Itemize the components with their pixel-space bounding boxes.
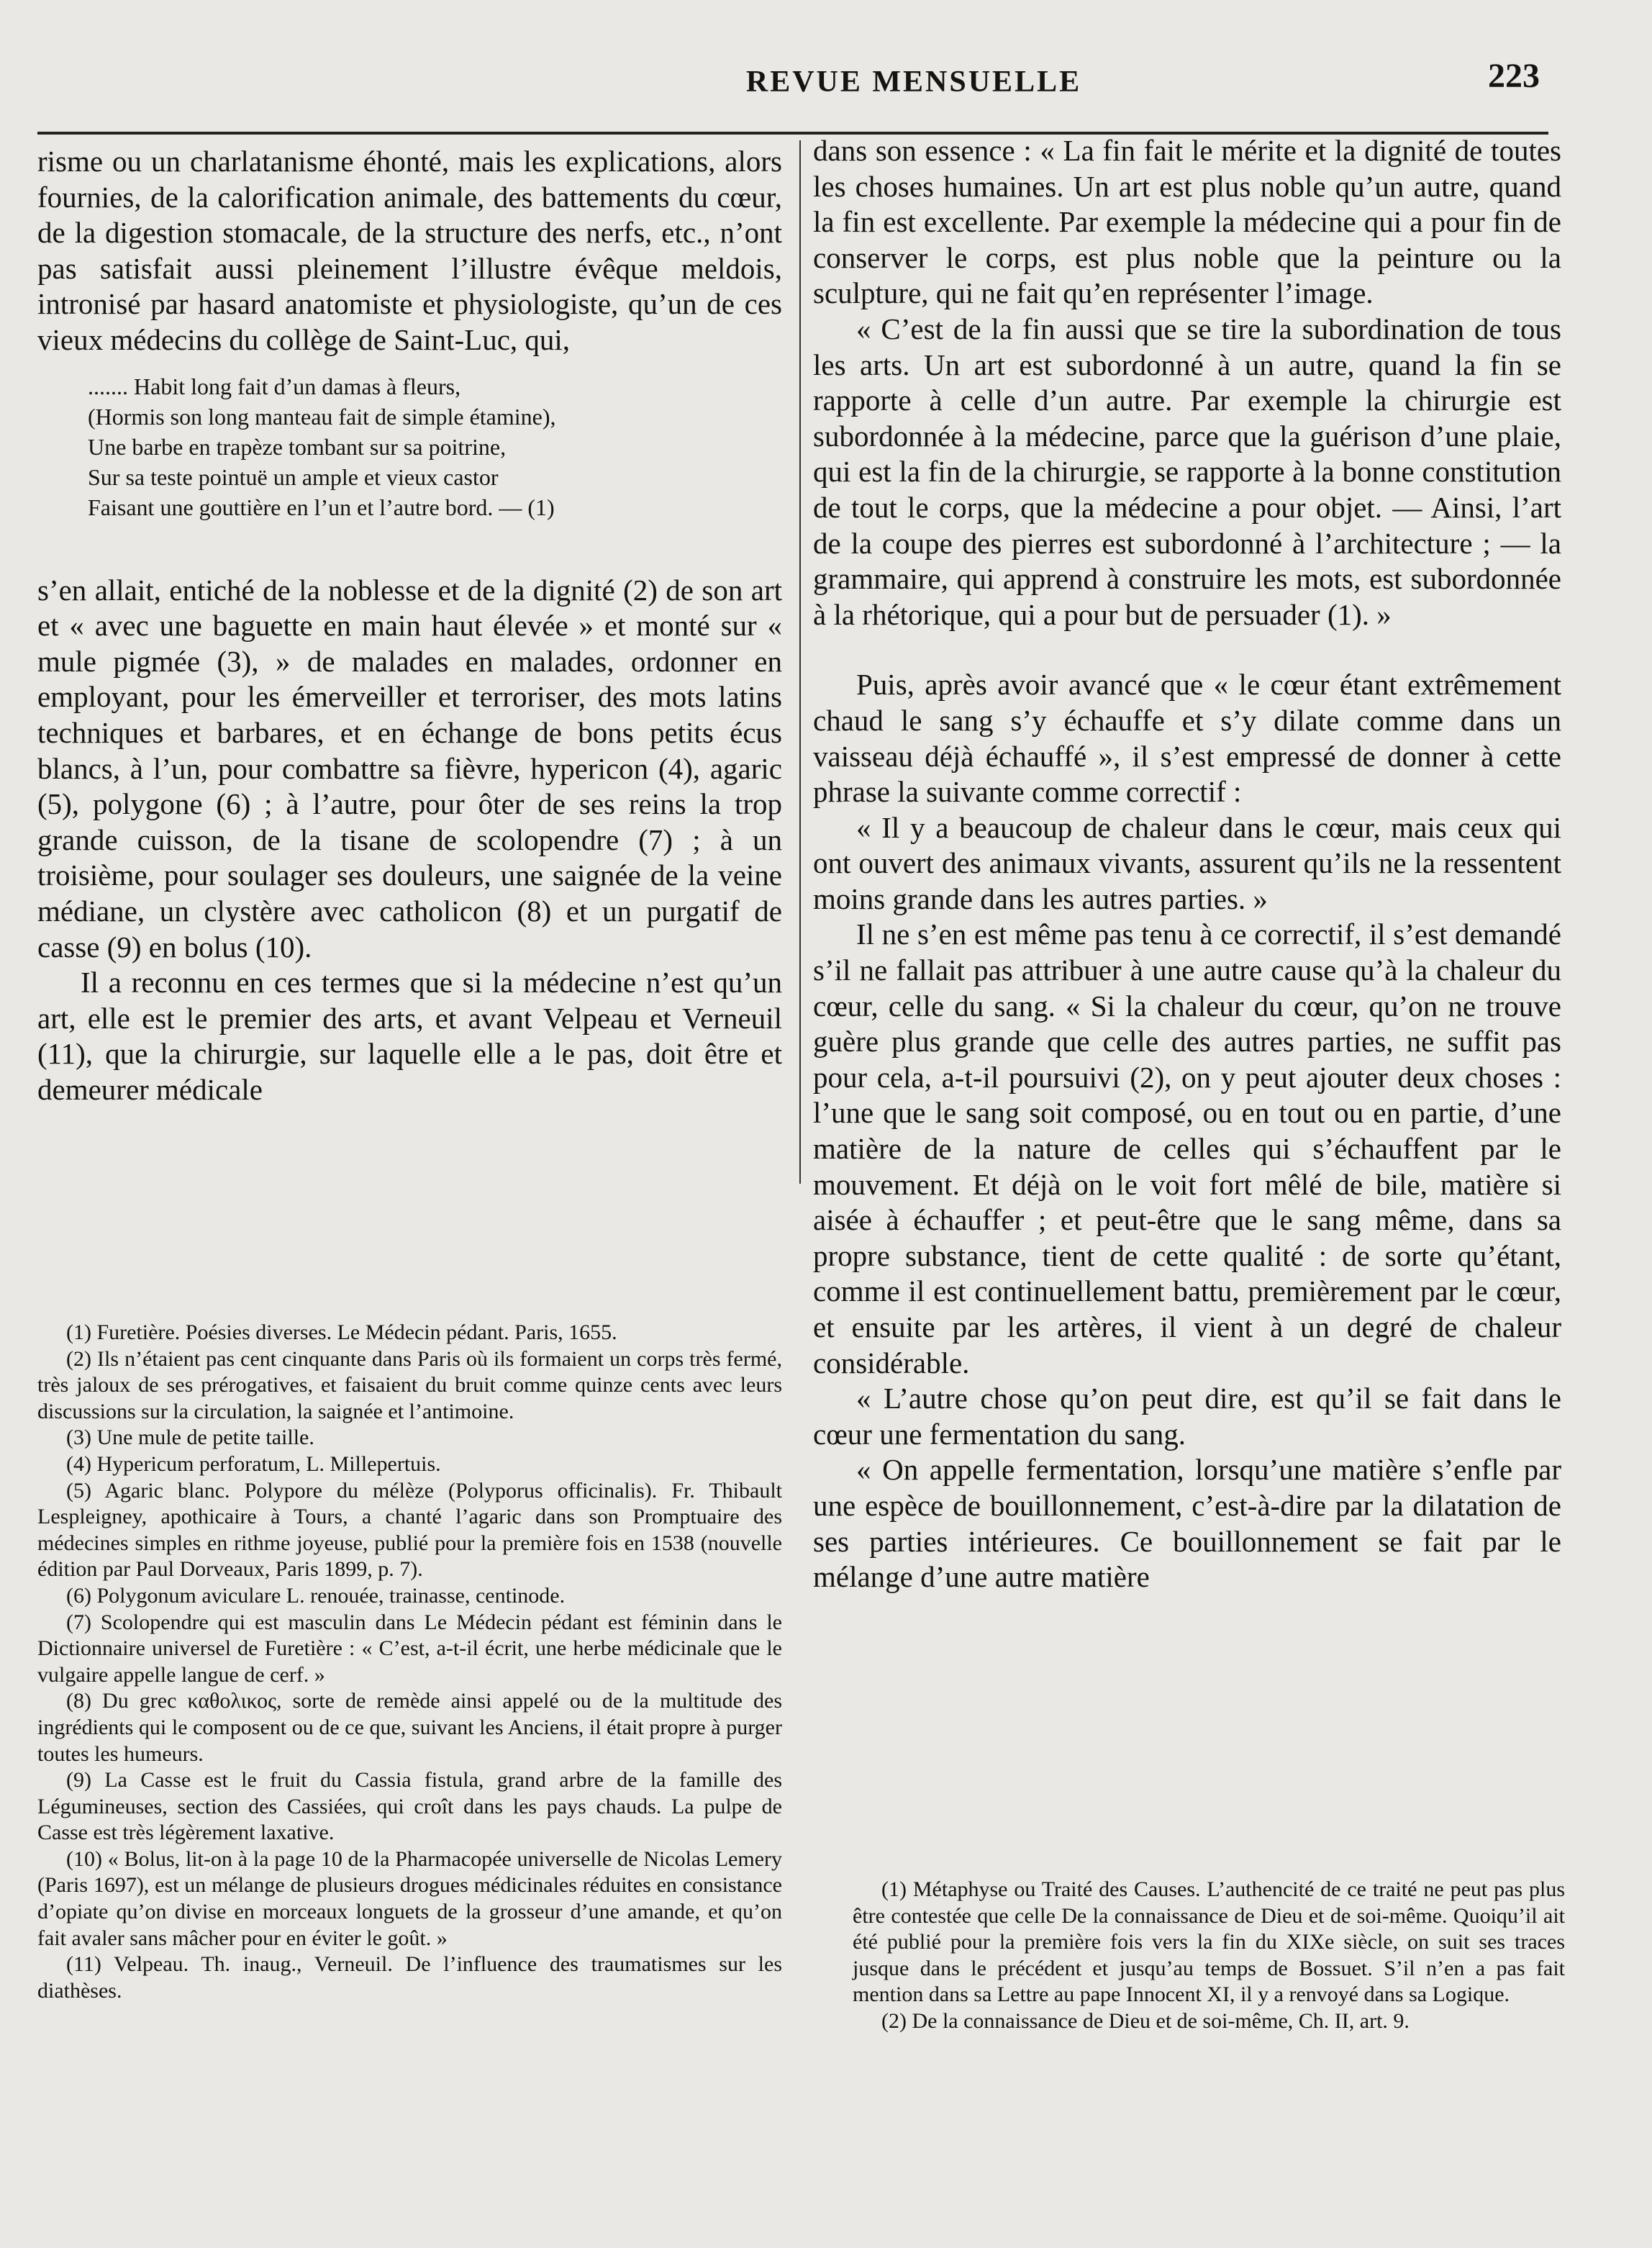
verse-line-5: Faisant une gouttière en l’un et l’autre bord. — (1) <box>88 494 555 520</box>
right-paragraph-6: « L’autre chose qu’on peut dire, est qu’il se fait dans le cœur une fermentation du sang. <box>813 1382 1561 1451</box>
footnote-left-5: (5) Agaric blanc. Polypore du mélèze (Polyporus officinalis). Fr. Thibault Lespleigney, apothicaire à Tours, a chanté l’agaric dans son Promptuaire des médecines simples en rithme joyeuse, publié pour la première fois en 1538 (nouvelle édition par Paul Dorveaux, Paris 1899, p. 7). <box>37 1478 782 1582</box>
left-paragraph-1: risme ou un charlatanisme éhonté, mais les explications, alors fournies, de la calorification animale, des battements du cœur, de la digestion stomacale, de la structure des nerfs, etc., n’ont pas satisfait aussi pleinement l’illustre évêque meldois, intronisé par hasard anatomiste et physiologiste, qu’un de ces vieux médecins du collège de Saint-Luc, qui, <box>37 145 782 356</box>
left-paragraph-2: s’en allait, entiché de la noblesse et de la dignité (2) de son art et « avec une baguette en main haut élevée » et monté sur « mule pigmée (3), » de malades en malades, ordonner en employant, pour les émerveiller et terroriser, des mots latins techniques et barbares, et en échange de bons petits écus blancs, à l’un, pour combattre sa fièvre, hypericon (4), agaric (5), polygone (6) ; à l’autre, pour ôter de ses reins la trop grande cuisson, de la tisane de scolopendre (7) ; à un troisième, pour soulager ses douleurs, une saignée de la veine médiane, un clystère avec catholicon (8) et un purgatif de casse (9) en bolus (10). <box>37 573 782 964</box>
page-header <box>137 56 1547 114</box>
footnote-left-8: (8) Du grec καθολικος, sorte de remède ainsi appelé ou de la multitude des ingrédients qui le composent ou de ce que, suivant les Anciens, il était propre à purger toutes les humeurs. <box>37 1689 782 1766</box>
right-paragraph-2: « C’est de la fin aussi que se tire la subordination de tous les arts. Un art est subordonné à un autre, quand la fin se rapporte à celle d’un autre. Par exemple la chirurgie est subordonnée à la médecine, parce que la guérison d’une plaie, qui est la fin de la chirurgie, se rapporte à la bonne constitution de tout le corps, que la médecine a pour objet. — Ainsi, l’art de la coupe des pierres est subordonné à l’architecture ; — la grammaire, qui apprend à construire les mots, est subordonnée à la rhétorique, qui a pour but de persuader (1). » <box>813 312 1561 631</box>
right-column <box>813 133 1561 1595</box>
verse-quote <box>88 371 782 522</box>
footnote-left-1: (1) Furetière. Poésies diverses. Le Médecin pédant. Paris, 1655. <box>66 1320 617 1344</box>
column-divider <box>799 140 801 1184</box>
page-number: 223 <box>1488 57 1540 95</box>
footnote-left-2: (2) Ils n’étaient pas cent cinquante dans Paris où ils formaient un corps très fermé, très jaloux de ses prérogatives, et faisaient du bruit comme quinze cents avec leurs discussions sur la circulation, la saignée et l’antimoine. <box>37 1346 782 1423</box>
right-paragraph-7: « On appelle fermentation, lorsqu’une matière s’enfle par une espèce de bouillonnement, c’est-à-dire par la dilatation de ses parties intérieures. Ce bouillonnement se fait par le mélange d’une autre matière <box>813 1453 1561 1594</box>
verse-line-4: Sur sa teste pointuë un ample et vieux castor <box>88 463 499 490</box>
verse-line-3: Une barbe en trapèze tombant sur sa poitrine, <box>88 433 507 460</box>
verse-line-2: (Hormis son long manteau fait de simple étamine), <box>88 403 556 430</box>
verse-line-1: ....... Habit long fait d’un damas à fleurs, <box>88 373 461 399</box>
left-paragraph-3: Il a reconnu en ces termes que si la médecine n’est qu’un art, elle est le premier des arts, et avant Velpeau et Verneuil (11), que la chirurgie, sur laquelle elle a le pas, doit être et demeurer médicale <box>37 966 782 1106</box>
right-footnotes <box>853 1877 1565 2035</box>
right-paragraph-3: Puis, après avoir avancé que « le cœur étant extrêmement chaud le sang s’y échauffe et s’y dilate comme dans un vaisseau déjà échauffé », il s’est empressé de donner à cette phrase la suivante comme correctif : <box>813 668 1561 809</box>
footnote-left-9: (9) La Casse est le fruit du Cassia fistula, grand arbre de la famille des Légumineuses, section des Cassiées, qui croît dans les pays chauds. La pulpe de Casse est très légèrement laxative. <box>37 1768 782 1845</box>
footnote-left-3: (3) Une mule de petite taille. <box>66 1426 314 1450</box>
footnote-right-1: (1) Métaphyse ou Traité des Causes. L’authencité de ce traité ne peut pas plus être contestée que celle De la connaissance de Dieu et de soi-même. Quoiqu’il ait été publié pour la première fois vers la fin du XIXe siècle, on suit ses traces jusque dans le précédent et jusqu’au temps de Bossuet. S’il n’en a pas fait mention dans sa Lettre au pape Innocent XI, il y a renvoyé dans sa Logique. <box>853 1877 1565 2007</box>
footnote-left-7: (7) Scolopendre qui est masculin dans Le Médecin pédant est féminin dans le Dictionnaire universel de Furetière : « C’est, a-t-il écrit, une herbe médicinale que le vulgaire appelle langue de cerf. » <box>37 1610 782 1687</box>
running-title: REVUE MENSUELLE <box>745 65 1082 99</box>
footnote-left-10: (10) « Bolus, lit-on à la page 10 de la Pharmacopée universelle de Nicolas Lemery (Paris 1697), est un mélange de plusieurs drogues médicinales réduites en consistance d’opiate qu’on divise en morceaux longuets de la grosseur d’une amande, et qu’on fait avaler sans mâcher pour en éviter le goût. » <box>37 1846 782 1950</box>
footnote-right-2: (2) De la connaissance de Dieu et de soi-même, Ch. II, art. 9. <box>881 2008 1410 2033</box>
paragraph-gap <box>813 633 1561 667</box>
footnote-left-4: (4) Hypericum perforatum, L. Millepertuis. <box>66 1451 441 1476</box>
left-footnotes <box>37 1320 782 2004</box>
left-column <box>37 144 782 1107</box>
right-paragraph-1: dans son essence : « La fin fait le mérite et la dignité de toutes les choses humaines. Un art est plus noble qu’un autre, quand la fin est excellente. Par exemple la médecine qui a pour fin de conserver le corps, est plus noble que la peinture ou la sculpture, qui ne fait qu’en représenter l’image. <box>813 134 1561 310</box>
right-paragraph-5: Il ne s’en est même pas tenu à ce correctif, il s’est demandé s’il ne fallait pas attribuer à une autre cause qu’à la chaleur du cœur, celle du sang. « Si la chaleur du cœur, qu’on ne trouve guère plus grande que celle des autres parties, ne suffit pas pour cela, a-t-il poursuivi (2), on y peut ajouter deux choses : l’une que le sang soit composé, ou en tout ou en partie, d’une matière de la nature de celles qui s’échauffent par le mouvement. Et déjà on le voit fort mêlé de bile, matière si aisée à échauffer ; et peut-être que le sang même, dans sa propre substance, tient de cette qualité : de sorte qu’étant, comme il est continuellement battu, premièrement par le cœur, et ensuite par les artères, il vient à un degré de chaleur considérable. <box>813 917 1561 1379</box>
right-paragraph-4: « Il y a beaucoup de chaleur dans le cœur, mais ceux qui ont ouvert des animaux vivants, assurent qu’ils ne la ressentent moins grande dans les autres parties. » <box>813 810 1561 915</box>
footnote-left-6: (6) Polygonum aviculare L. renouée, trainasse, centinode. <box>66 1583 566 1608</box>
footnote-left-11: (11) Velpeau. Th. inaug., Verneuil. De l’influence des traumatismes sur les diathèses. <box>37 1952 782 2003</box>
